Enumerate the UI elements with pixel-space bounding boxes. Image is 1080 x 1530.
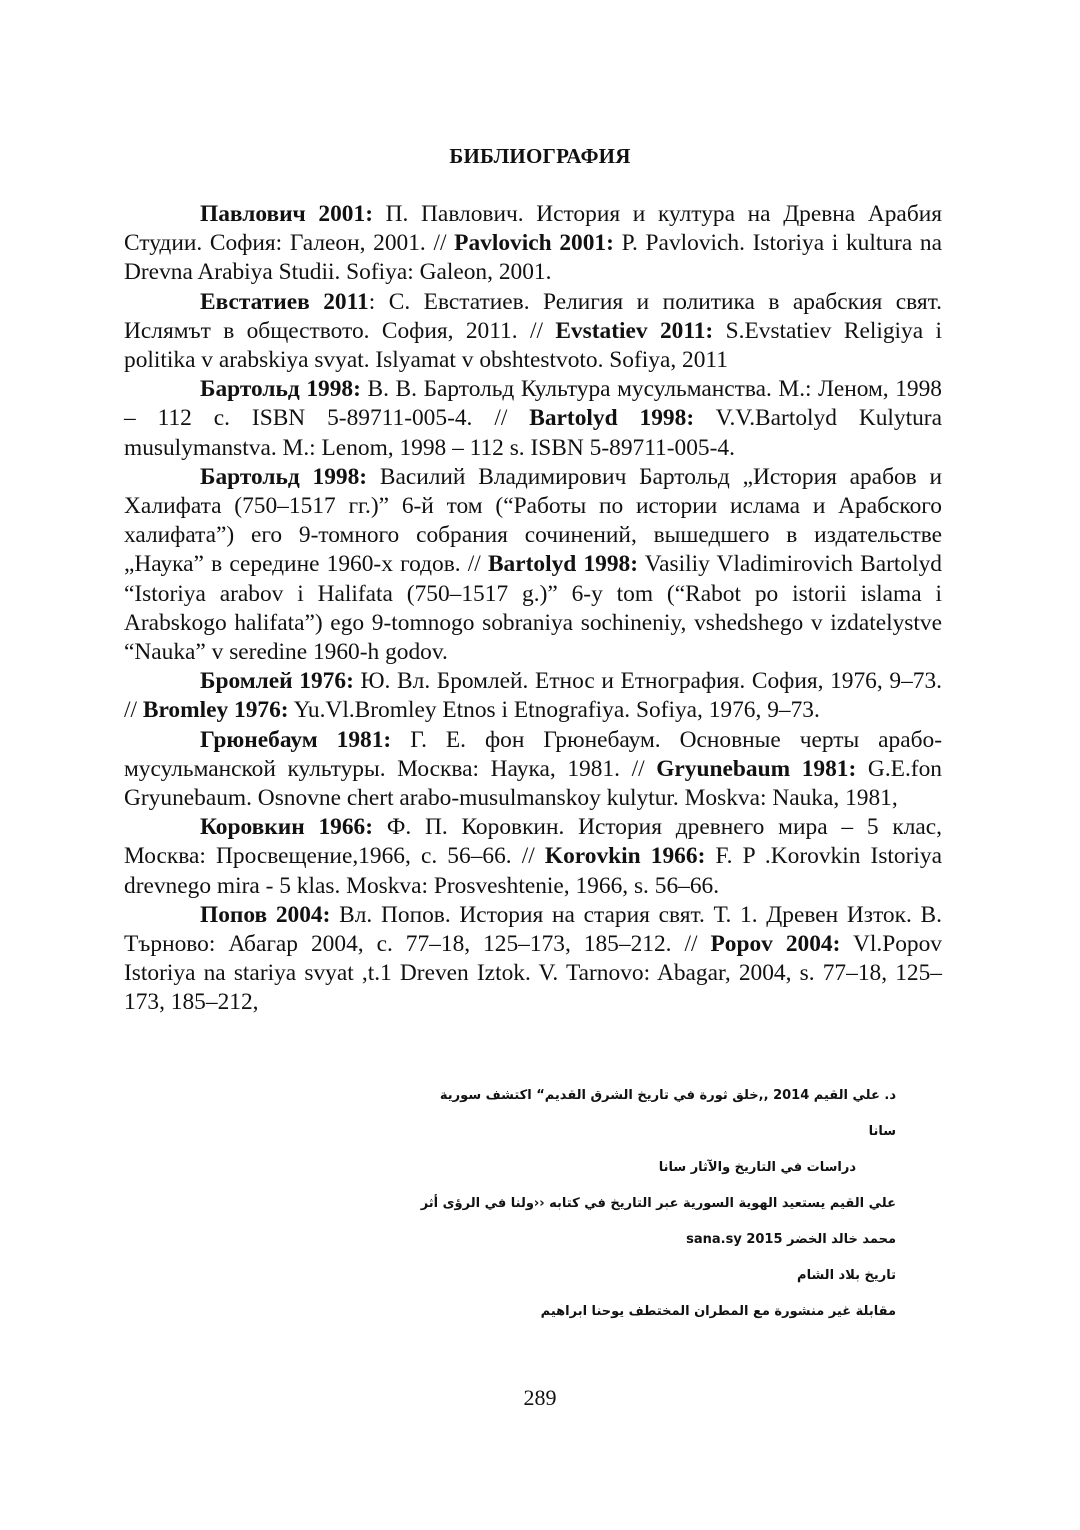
entry-text-latin: P. Pavlovich. Istoriya i kultura na Drevna Arabiya Studii. Sofiya: Galeon, 2001. — [124, 230, 942, 286]
entry-text: П. Павлович. История и култура на Древна Арабия Студии. София: Галеон, 2001. // — [124, 201, 942, 257]
page-heading: БИБЛИОГРАФИЯ — [449, 144, 631, 168]
bibliography-entry — [124, 288, 942, 376]
entry-text: Ю. Вл. Бромлей. Етнос и Етнография. София, 1976, 9–73. // — [124, 668, 942, 724]
arabic-reference-line: د. علي القيم 2014 ,,خلق ثورة في تاريخ الشرق القديم“ اكتشف سورية — [439, 1088, 896, 1103]
entry-text: Ф. П. Коровкин. История древнего мира – 5 клас, Москва: Просвещение,1966, с. 56–66. // — [124, 814, 942, 870]
bibliography-entry — [124, 667, 942, 725]
entry-author-year: Павлович 2001: — [200, 201, 373, 227]
bibliography-entry — [124, 813, 942, 901]
entry-author-year-latin: Pavlovich 2001: — [454, 230, 614, 257]
entry-author-year: Бромлей 1976: — [200, 668, 354, 695]
entry-author-year: Бартольд 1998: — [200, 463, 368, 490]
entry-author-year: Грюнебаум 1981: — [200, 726, 392, 753]
arabic-references — [196, 1078, 896, 1330]
entry-text-latin: F. P .Korovkin Istoriya drevnego mira - 5 klas. Moskva: Prosveshtenie, 1966, s. 56–66. — [124, 843, 942, 899]
arabic-reference-line: دراسات في التاريخ والآثار سانا — [658, 1160, 856, 1175]
entry-text-latin: V.V.Bartolyd Kulytura musulymanstva. M.: Lenom, 1998 – 112 s. ISBN 5-89711-005-4. — [124, 405, 942, 461]
entry-text-latin: Yu.Vl.Bromley Etnos i Etnografiya. Sofiya, 1976, 9–73. — [288, 697, 820, 724]
page-number: 289 — [523, 1385, 557, 1410]
entry-text: Василий Владимирович Бартольд „История арабов и Халифата (750–1517 гг.)” 6-й том (“Работы по истории ислама и Арабского халифата”) его 9-томного собрания сочинений, вышедшего в издательстве „Наука” в середине 1960-х годов. // — [124, 463, 942, 578]
entry-text: В. В. Бартольд Культура мусульманства. М.: Леном, 1998 – 112 с. ISBN 5-89711-005-4. // — [124, 376, 943, 432]
bibliography-entry — [124, 463, 942, 667]
entry-author-year: Попов 2004: — [200, 901, 331, 928]
bibliography-entry — [124, 726, 942, 814]
entry-author-year-latin: Evstatiev 2011: — [555, 317, 714, 344]
entry-text: : С. Евстатиев. Религия и политика в арабския свят. Ислямът в обществото. София, 2011. // — [124, 288, 942, 344]
entry-author-year: Коровкин 1966: — [200, 814, 374, 841]
entry-author-year-latin: Bromley 1976: — [142, 697, 289, 724]
entry-author-year: Евстатиев 2011 — [200, 288, 369, 315]
entry-author-year: Бартольд 1998: — [200, 376, 361, 403]
bibliography-entry — [124, 200, 942, 288]
arabic-reference-line: محمد خالد الخضر 2015 sana.sy — [686, 1232, 896, 1247]
entry-author-year-latin: Bartolyd 1998: — [529, 405, 695, 432]
bibliography-list — [124, 200, 942, 1018]
entry-author-year-latin: Gryunebaum 1981: — [656, 755, 857, 782]
entry-text-latin: S.Evstatiev Religiya i politika v arabskiya svyat. Islyamat v obshtestvoto. Sofiya, 2011 — [124, 317, 942, 374]
entry-author-year-latin: Bartolyd 1998: — [487, 551, 639, 578]
arabic-reference-line: مقابلة غير منشورة مع المطران المختطف يوحنا ابراهيم — [540, 1304, 896, 1319]
entry-text-latin: G.E.fon Gryunebaum. Osnovne chert arabo-musulmanskoy kulytur. Moskva: Nauka, 1981, — [124, 755, 942, 812]
entry-author-year-latin: Popov 2004: — [710, 931, 841, 958]
entry-text-latin: Vl.Popov Istoriya na stariya svyat ,t.1 Dreven Iztok. V. Tarnovo: Abagar, 2004, s. 77–18, 125–173, 185–212, — [124, 931, 942, 1016]
bibliography-entry — [124, 901, 942, 1018]
arabic-reference-line: تاريخ بلاد الشام — [797, 1268, 896, 1283]
entry-author-year-latin: Korovkin 1966: — [544, 843, 706, 870]
bibliography-entry — [124, 375, 942, 463]
entry-text: Вл. Попов. История на стария свят. Т. 1. Древен Изток. В. Търново: Абагар 2004, с. 77–18, 125–173, 185–212. // — [124, 901, 943, 958]
entry-text-latin: Vasiliy Vladimirovich Bartolyd “Istoriya arabov i Halifata (750–1517 g.)” 6-y tom (“Rabot po istorii islama i Arabskogo halifata”) ego 9-tomnogo sobraniya sochineniy, vshedshego v izdatelystve “Nauka” v seredine 1960-h godov. — [124, 551, 942, 666]
arabic-reference-line: سانا — [868, 1124, 896, 1139]
arabic-reference-line: علي القيم يستعيد الهوية السورية عبر التاريخ في كتابه ‹‹ولنا في الرؤى أثر — [420, 1196, 896, 1211]
entry-text: Г. Е. фон Грюнебаум. Основные черты арабо-мусульманской культуры. Москва: Наука, 1981. // — [124, 726, 942, 782]
